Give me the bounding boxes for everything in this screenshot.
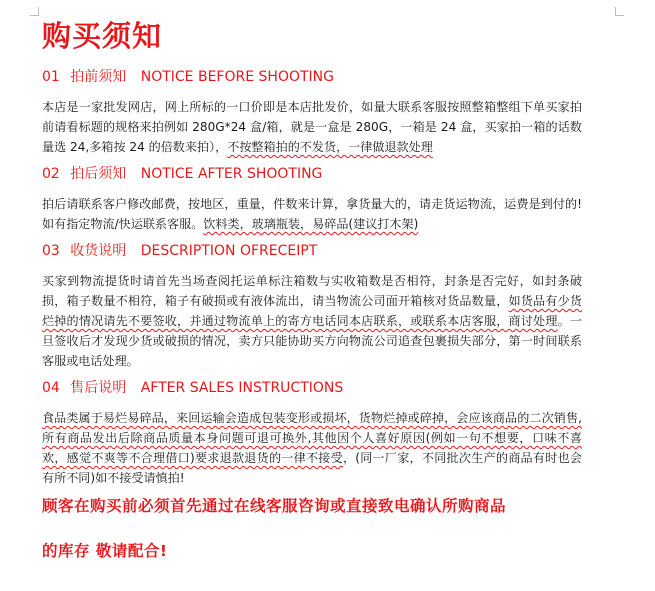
section-title-en: NOTICE AFTER SHOOTING <box>140 166 323 182</box>
page-corner-mark-left <box>30 7 39 16</box>
section-body-01 <box>42 97 582 157</box>
section-title-zh: 收货说明 <box>70 243 127 259</box>
section-body-03 <box>42 271 582 371</box>
body-text-underlined: 饮料类，玻璃瓶装，易碎品(建议打木架) <box>203 217 419 231</box>
section-title-en: DESCRIPTION OFRECEIPT <box>140 243 318 259</box>
section-heading-04 <box>42 379 582 397</box>
page-corner-mark-right <box>615 7 624 16</box>
section-title-en: AFTER SALES INSTRUCTIONS <box>140 380 344 396</box>
section-body-04 <box>42 408 582 488</box>
purchase-notice-line-2: 的库存 敬请配合! <box>42 542 168 560</box>
body-text: 买家到物流提货时请首先当场查阅托运单标注箱数与实收箱数是否相符，封条是否完好，如封条破损，箱子数量不相符，箱子有破损或有液体流出，请当物流公司面开箱核对货品数量， <box>42 274 582 308</box>
page-title: 购买须知 <box>42 19 163 53</box>
body-text-underlined: 食品类属于易烂易碎品，来回运输会造成包装变形或损坏，货物烂掉或碎掉，会应该商品的二次销售,所有商品发出后除商品质量本身问题可退可换外,其他因个人喜好原因(例如一句不想要，口味不喜欢，感觉不爽等不合理借口)要求退款退货的一律不接受 <box>42 411 582 465</box>
section-number: 01 <box>42 69 60 85</box>
section-number: 03 <box>42 243 60 259</box>
section-heading-01 <box>42 68 582 86</box>
section-heading-03 <box>42 242 582 260</box>
section-title-en: NOTICE BEFORE SHOOTING <box>140 69 334 85</box>
section-title-zh: 拍前须知 <box>70 69 127 85</box>
section-body-02 <box>42 194 582 234</box>
body-text: ，(同一厂家，不同批次生产的商品有时也会有所不同)如不接受请慎拍! <box>42 451 582 485</box>
section-title-zh: 售后说明 <box>70 380 127 396</box>
section-number: 02 <box>42 166 60 182</box>
body-text-underlined: 如货品有少货烂掉的情况请先不要签收，并通过物流单上的寄方电话同本店联系，或联系本店客服，商讨处理 <box>42 294 582 328</box>
body-text: 本店是一家批发网店，网上所标的一口价即是本店批发价，如量大联系客服按照整箱整组下单买家拍前请看标题的规格来拍例如 280G*24 盒/箱，就是一盒是 280G，一箱是 24 盒，买家拍一箱的话数量选 24,多箱按 24 的倍数来拍）， <box>42 100 582 154</box>
purchase-notice-line-1: 顾客在购买前必须首先通过在线客服咨询或直接致电确认所购商品 <box>42 497 507 515</box>
body-text: 拍后请联系客户修改邮费，按地区，重量，件数来计算，拿货量大的，请走货运物流，运费是到付的!如有指定物流/快运联系客服。 <box>42 197 582 231</box>
section-number: 04 <box>42 380 60 396</box>
body-text-underlined: 不按整箱拍的不发货，一律做退款处理 <box>227 140 433 154</box>
section-title-zh: 拍后须知 <box>70 166 127 182</box>
document-page <box>42 16 582 561</box>
section-heading-02 <box>42 165 582 183</box>
body-text: 。一旦签收后才发现少货或破损的情况，卖方只能协助买方向物流公司追查包裹损失部分，第一时间联系客服或电话处理。 <box>42 314 582 368</box>
